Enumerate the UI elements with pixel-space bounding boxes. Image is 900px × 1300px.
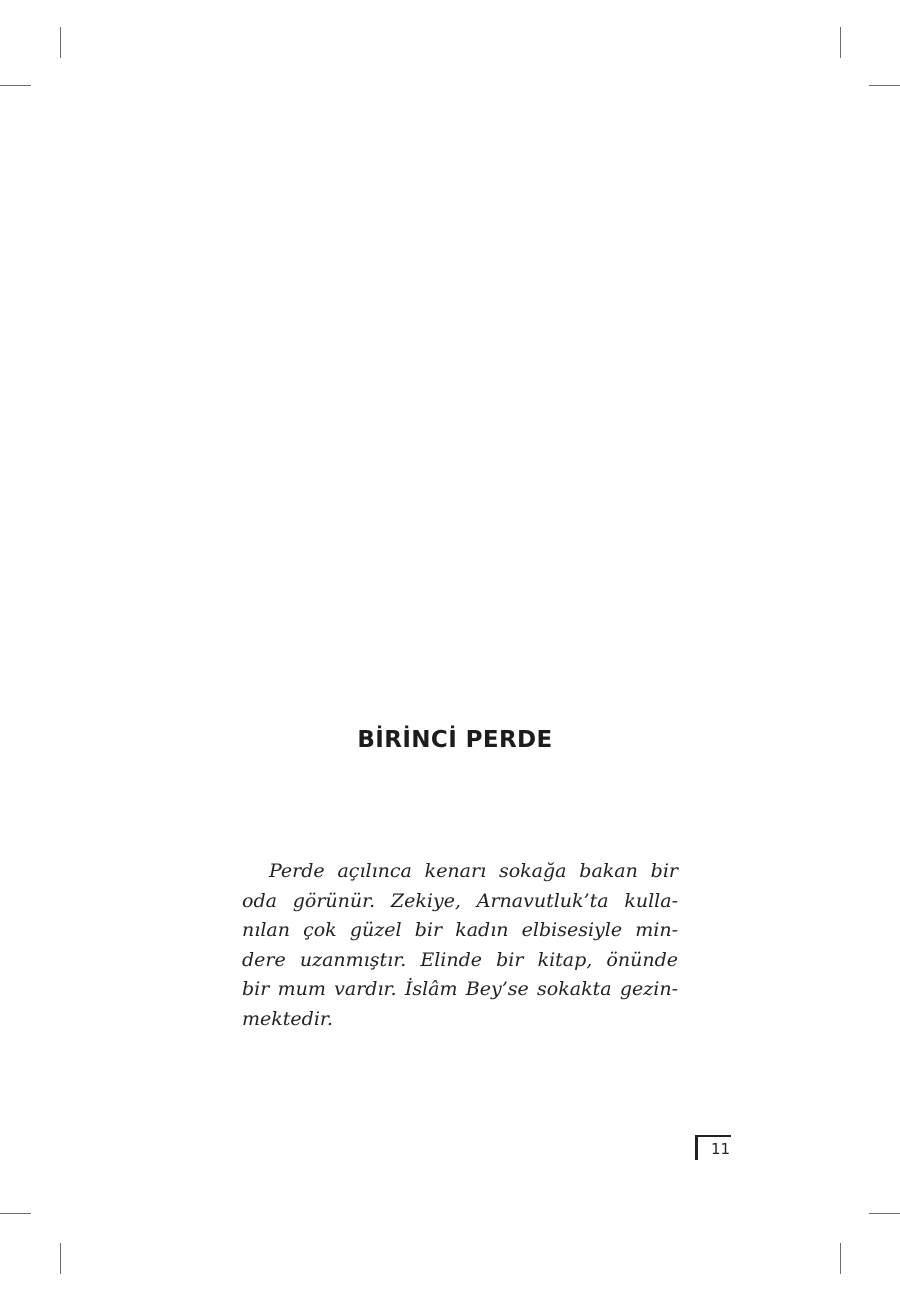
paragraph-line: oda görünür. Zekiye, Arnavutluk’ta kulla- bbox=[242, 889, 678, 912]
crop-mark-top-left-vertical bbox=[60, 27, 61, 58]
crop-mark-bottom-left-vertical bbox=[60, 1243, 61, 1274]
crop-mark-bottom-right-vertical bbox=[840, 1243, 841, 1274]
paragraph-line: dere uzanmıştır. Elinde bir kitap, önünde bbox=[242, 948, 678, 971]
crop-mark-top-right-horizontal bbox=[869, 85, 900, 86]
paragraph-line: bir mum vardır. İslâm Bey’se sokakta gezin- bbox=[242, 978, 678, 1000]
folio-horizontal-rule bbox=[695, 1135, 731, 1137]
paragraph-line: mektedir. bbox=[242, 1007, 333, 1030]
paragraph-line: nılan çok güzel bir kadın elbisesiyle min- bbox=[242, 919, 678, 941]
chapter-title: BİRİNCİ PERDE bbox=[357, 727, 553, 753]
crop-mark-top-left-horizontal bbox=[0, 85, 31, 86]
stage-direction-paragraph bbox=[242, 857, 678, 1034]
folio-vertical-rule bbox=[695, 1135, 698, 1160]
paragraph-line: Perde açılınca kenarı sokağa bakan bir bbox=[269, 860, 678, 882]
crop-mark-bottom-left-horizontal bbox=[0, 1213, 31, 1214]
crop-mark-top-right-vertical bbox=[840, 27, 841, 58]
page-number: 11 bbox=[711, 1140, 731, 1158]
crop-mark-bottom-right-horizontal bbox=[869, 1213, 900, 1214]
